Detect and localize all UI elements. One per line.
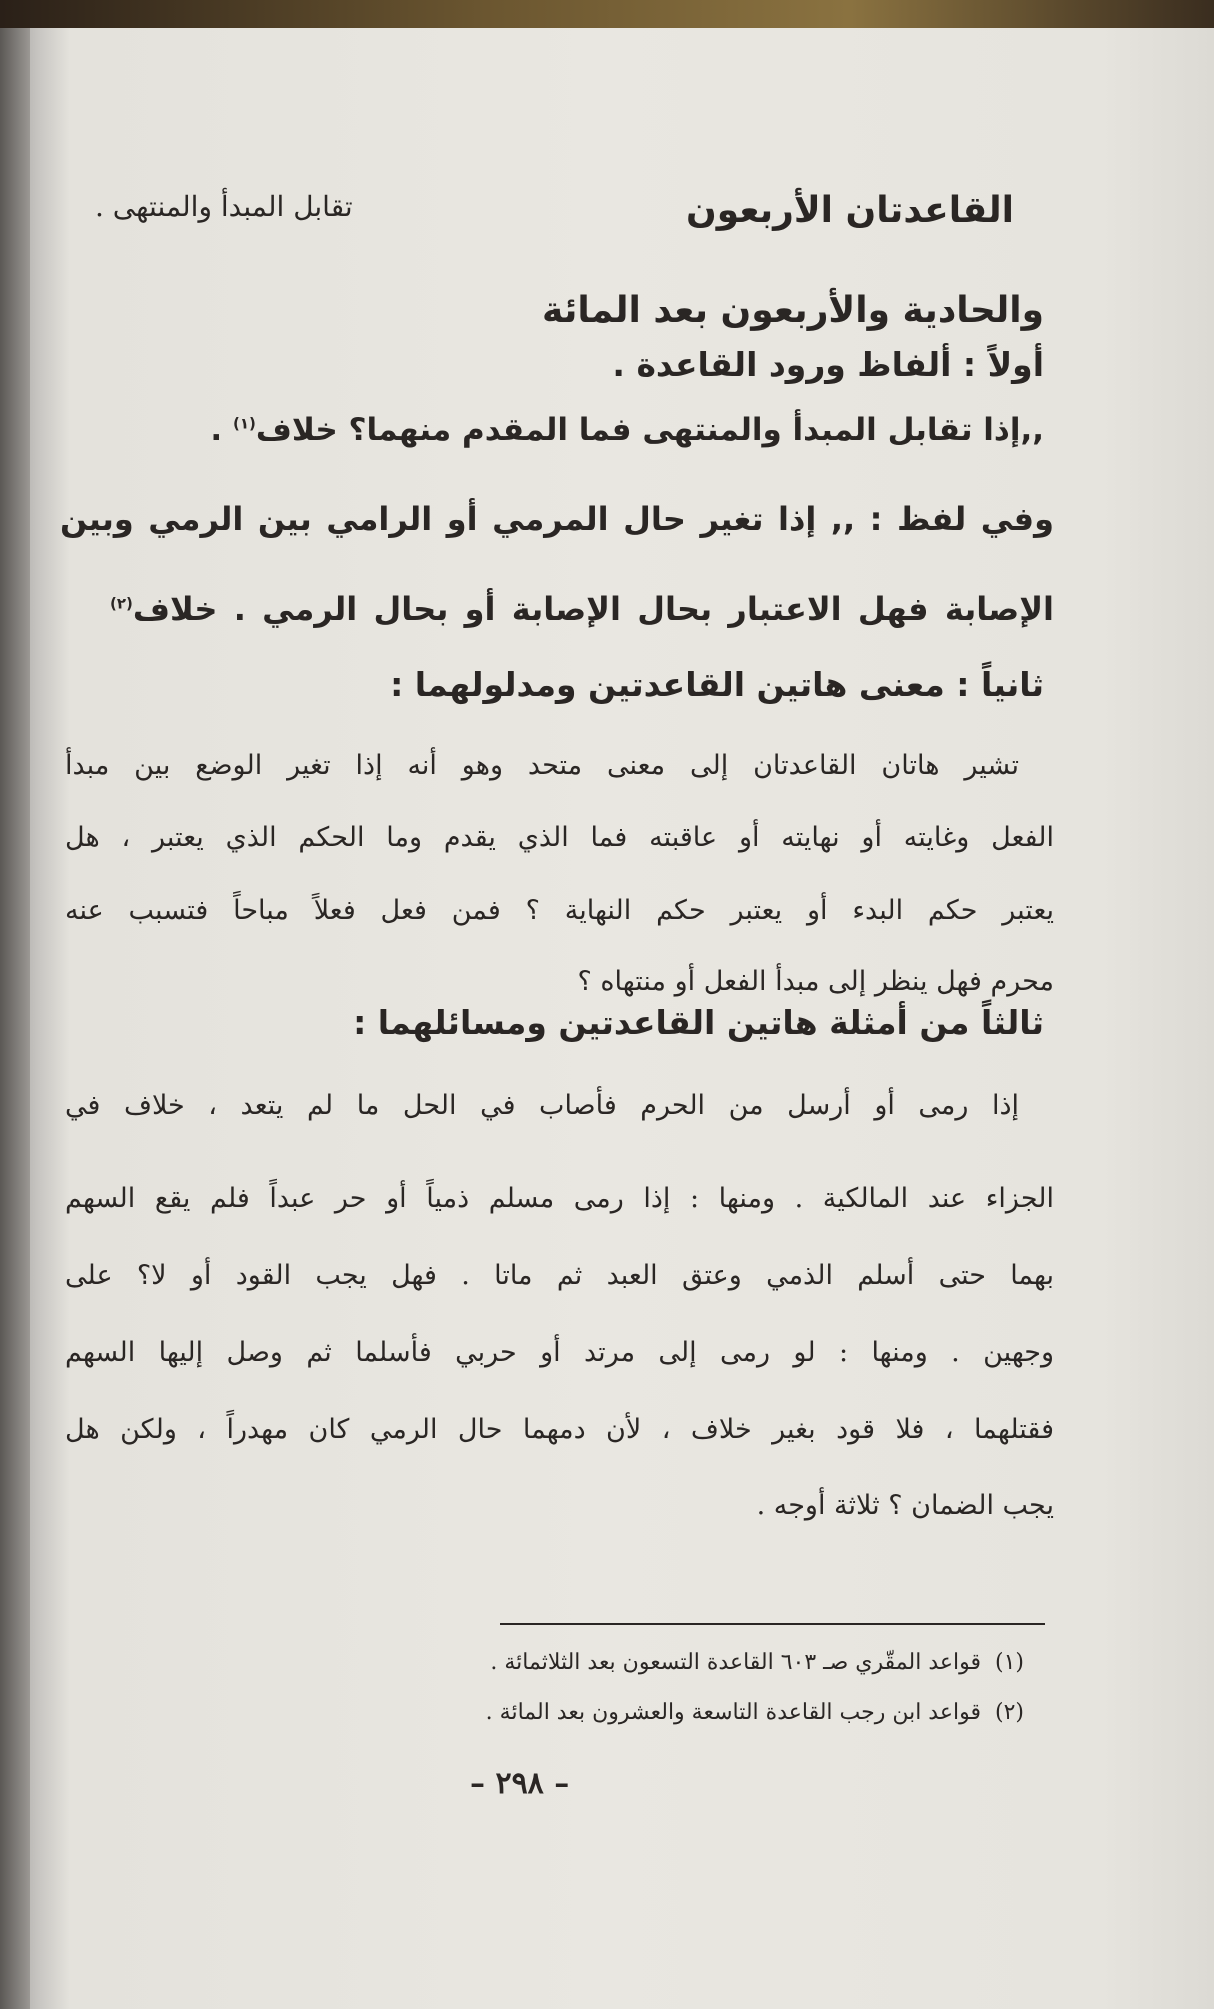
quote-2-text: الإصابة فهل الاعتبار بحال الإصابة أو بحال الرمي . خلاف [132,590,1054,628]
page-number: – ٢٩٨ – [470,1766,570,1801]
section-3-heading: ثالثاً من أمثلة هاتين القاعدتين ومسائلهما : [353,1003,1044,1042]
rule-quote-2-line-1: وفي لفظ : ,, إذا تغير حال المرمي أو الرامي بين الرمي وبين [60,500,1054,538]
footnote-1 [490,1650,1024,1675]
section-1-heading: أولاً : ألفاظ ورود القاعدة . [612,345,1044,384]
section-3-line: يجب الضمان ؟ ثلاثة أوجه . [756,1490,1054,1521]
footnote-2 [486,1700,1024,1725]
page-edge [0,28,30,2009]
rule-quote-1 [210,412,1044,448]
footnote-2-text: قواعد ابن رجب القاعدة التاسعة والعشرون بعد المائة . [485,1700,981,1725]
section-3-line: بهما حتى أسلم الذمي وعتق العبد ثم ماتا . فهل يجب القود أو لا؟ على [65,1260,1054,1291]
section-2-line: الفعل وغايته أو نهايته أو عاقبته فما الذي يقدم وما الحكم الذي يعتبر ، هل [65,822,1054,853]
footnote-ref-1[interactable]: (١) [232,414,256,433]
footnote-divider [500,1623,1045,1625]
section-3-line: الجزاء عند المالكية . ومنها : إذا رمى مسلم ذمياً أو حر عبداً فلم يقع السهم [65,1183,1054,1214]
section-2-heading: ثانياً : معنى هاتين القاعدتين ومدلولهما : [390,665,1044,704]
section-2-line: يعتبر حكم البدء أو يعتبر حكم النهاية ؟ فمن فعل فعلاً مباحاً فتسبب عنه [65,895,1054,926]
section-2-line: تشير هاتان القاعدتان إلى معنى متحد وهو أنه إذا تغير الوضع بين مبدأ [65,750,1019,781]
section-3-line: فقتلهما ، فلا قود بغير خلاف ، لأن دمهما حال الرمي كان مهدراً ، ولكن هل [65,1414,1054,1445]
section-3-line: وجهين . ومنها : لو رمى إلى مرتد أو حربي فأسلما ثم وصل إليها السهم [65,1337,1054,1368]
footnote-1-number: (١) [994,1650,1024,1675]
rule-quote-2-line-2 [110,590,1054,628]
section-3-line: إذا رمى أو أرسل من الحرم فأصاب في الحل ما لم يتعد ، خلاف في [65,1090,1019,1121]
footnote-2-number: (٢) [994,1700,1024,1725]
quote-1-text: ,,إذا تقابل المبدأ والمنتهى فما المقدم منهما؟ خلاف [255,412,1044,448]
title-line-1: القاعدتان الأربعون [686,190,1014,231]
quote-1-end: . [210,412,233,448]
running-header: تقابل المبدأ والمنتهى . [95,190,353,223]
footnote-ref-2[interactable]: (٢) [110,594,133,613]
section-2-line: محرم فهل ينظر إلى مبدأ الفعل أو منتهاه ؟ [577,966,1054,997]
footnote-1-text: قواعد المقّري صـ ٦٠٣ القاعدة التسعون بعد الثلاثمائة . [490,1650,981,1675]
title-line-2: والحادية والأربعون بعد المائة [542,290,1044,331]
